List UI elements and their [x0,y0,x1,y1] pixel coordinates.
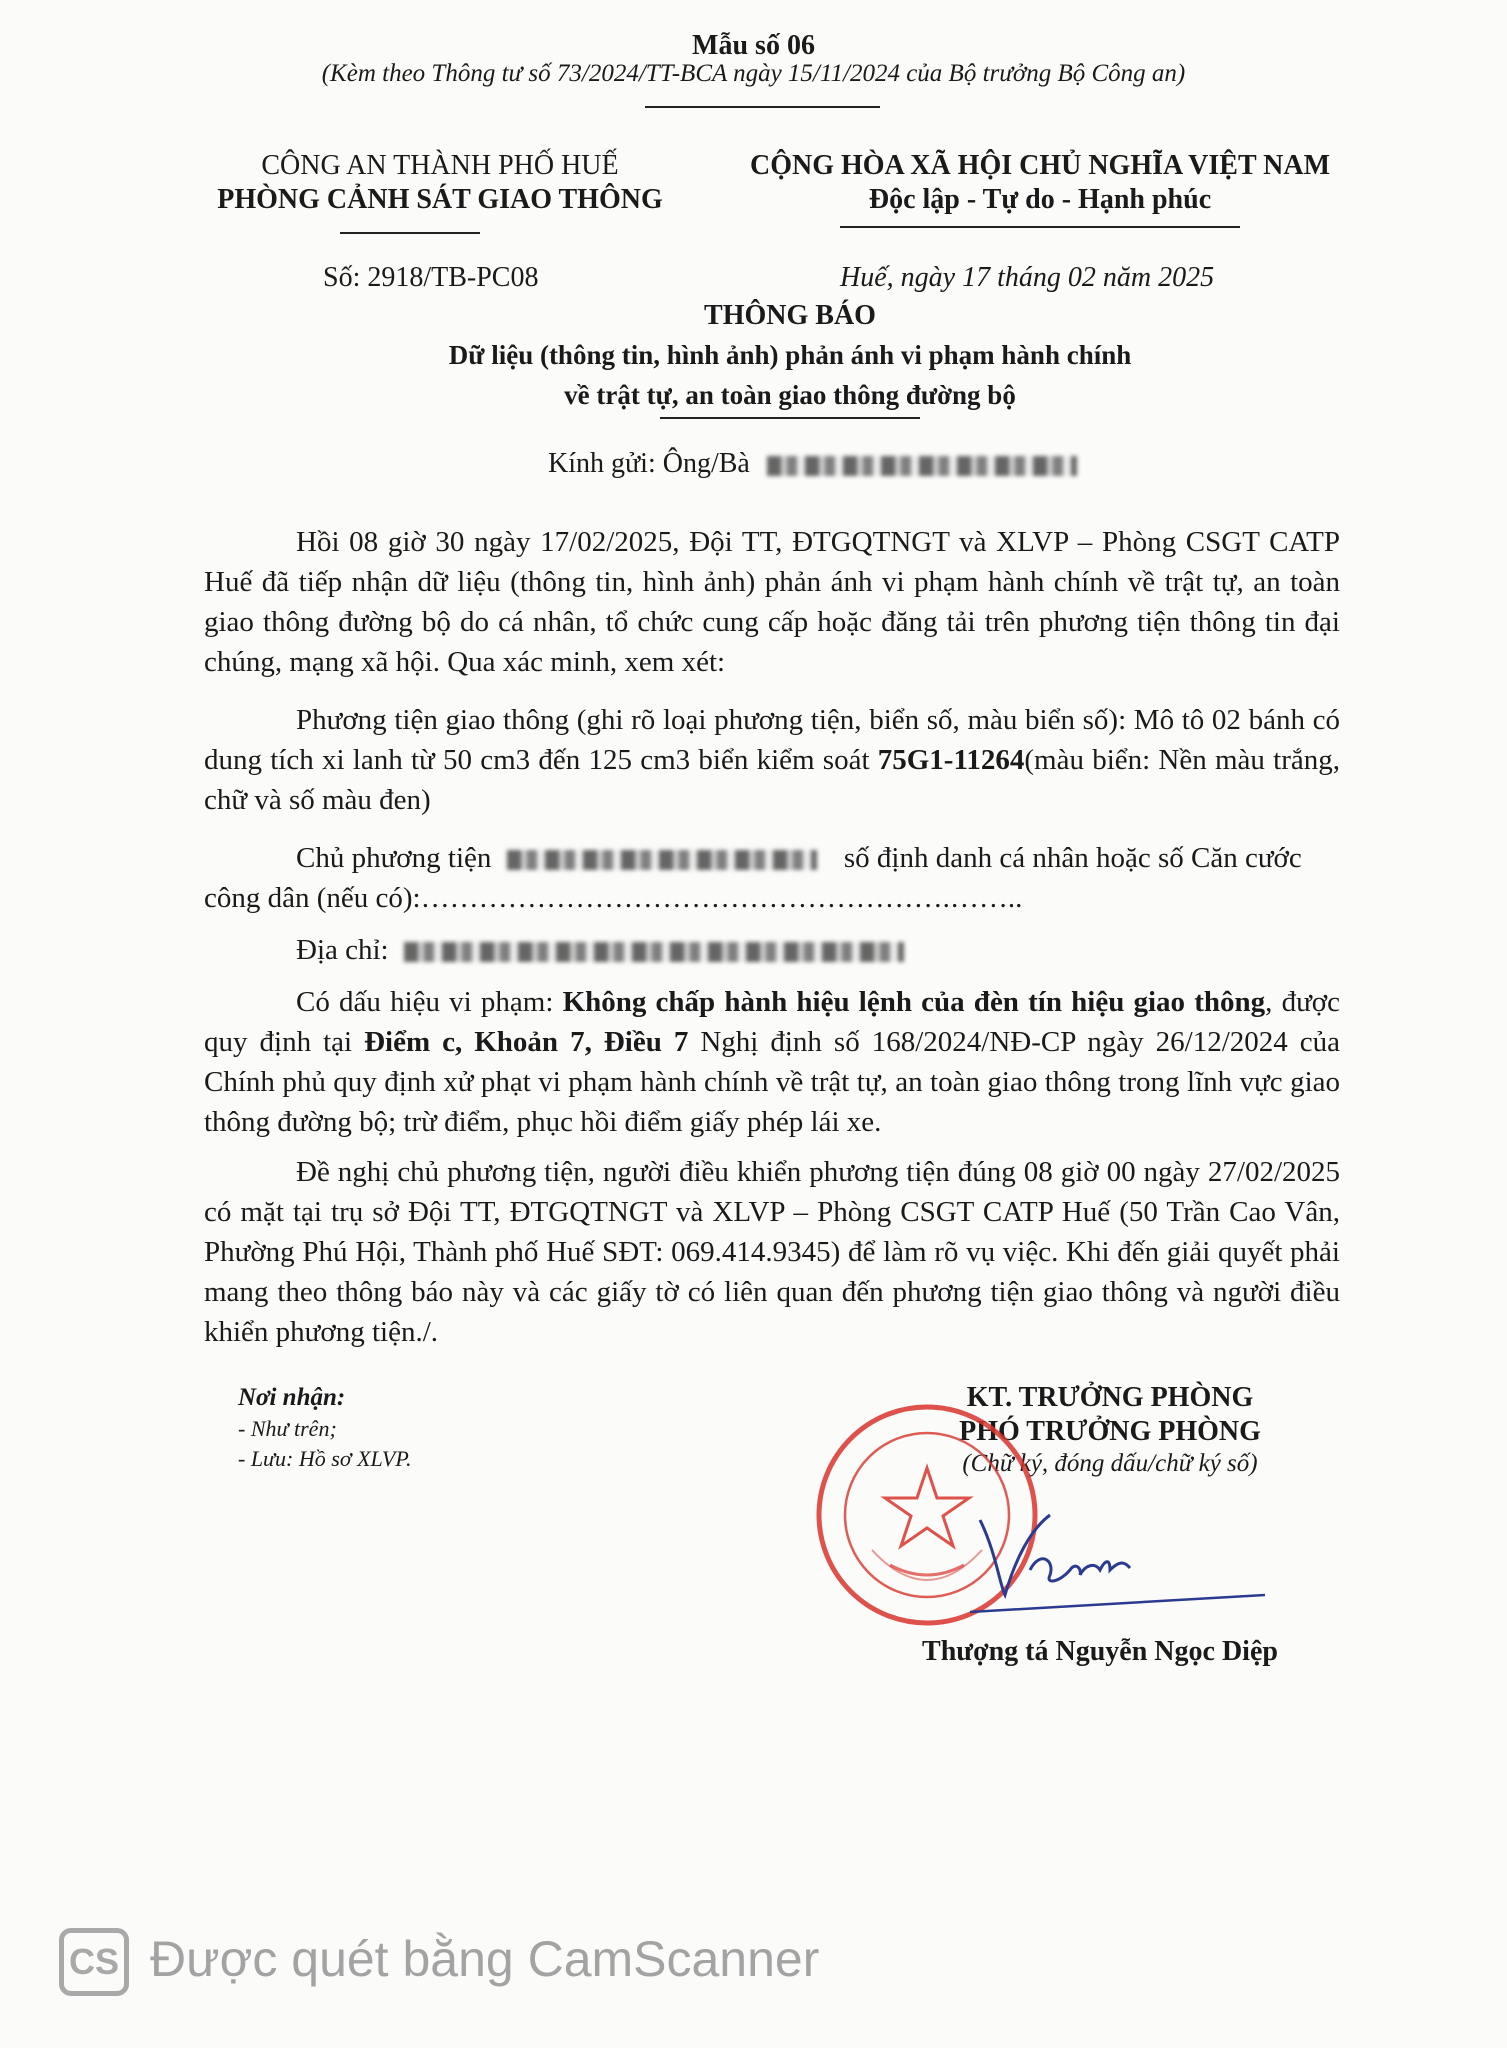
document-title: THÔNG BÁO [704,300,876,331]
camscanner-logo-icon: CS [59,1928,129,1996]
camscanner-watermark: Được quét bằng CamScanner [150,1931,820,1987]
vehicle-text: Phương tiện giao thông (ghi rõ loại phương tiện, biển số, màu biển số): Mô tô 02 bánh có dung tích xi lanh từ 50 cm3 đến 125 cm3 biển kiểm soát [204,704,1340,776]
issuer-department: PHÒNG CẢNH SÁT GIAO THÔNG [217,184,663,215]
national-title: CỘNG HÒA XÃ HỘI CHỦ NGHĨA VIỆT NAM [749,150,1331,181]
paragraph-vehicle [204,700,1340,820]
handwritten-signature-icon [960,1490,1280,1620]
redacted-owner [507,850,817,870]
issuer-parent: CÔNG AN THÀNH PHỐ HUẾ [261,150,619,181]
document-subtitle-2: về trật tự, an toàn giao thông đường bộ [564,380,1016,410]
recipient-line [548,448,1077,480]
legal-clause: Điểm c, Khoản 7, Điều 7 [364,1026,689,1058]
decree-text: Nghị định số 168/2024/NĐ-CP ngày 26/12/2024 của Chính phủ quy định xử phạt vi phạm hành chính về trật tự, an toàn giao thông trong lĩnh vực giao thông đường bộ; trừ điểm, phục hồi điểm giấy phép lái xe. [204,1026,1341,1138]
recipient-item: - Lưu: Hồ sơ XLVP. [238,1446,412,1471]
address-label: Địa chỉ: [296,934,389,966]
issuer-block [180,150,700,216]
license-plate: 75G1-11264 [877,744,1025,776]
form-number: Mẫu số 06 [692,30,815,61]
divider [645,106,880,108]
document-subtitle-1: Dữ liệu (thông tin, hình ảnh) phản ánh vi phạm hành chính [448,340,1132,370]
signer-authority: KT. TRƯỞNG PHÒNG [966,1382,1254,1413]
redacted-name [767,456,1077,476]
owner-line [204,838,1340,878]
divider [340,232,480,234]
divider [840,226,1240,228]
paragraph-receipt: Hồi 08 giờ 30 ngày 17/02/2025, Đội TT, ĐTGQTNGT và XLVP – Phòng CSGT CATP Huế đã tiếp nhận dữ liệu (thông tin, hình ảnh) phản ánh vi phạm hành chính về trật tự, an toàn giao thông đường bộ do cá nhân, tổ chức cung cấp hoặc đăng tải trên phương tiện thông tin đại chúng, mạng xã hội. Qua xác minh, xem xét: [204,526,1340,678]
national-header [715,150,1365,216]
signer-name: Thượng tá Nguyễn Ngọc Diệp [922,1636,1278,1667]
recipients-title: Nơi nhận: [238,1384,346,1411]
address-line [296,930,904,970]
redacted-address [404,942,904,962]
violation-intro: Có dấu hiệu vi phạm: [296,986,563,1018]
plate-color: (màu biển: Nền màu trắng, chữ và số màu đen) [204,744,1340,816]
form-reference: (Kèm theo Thông tư số 73/2024/TT-BCA ngày 15/11/2024 của Bộ trưởng Bộ Công an) [321,60,1186,87]
paragraph-violation [204,982,1340,1142]
owner-id-line: công dân (nếu có):……………………………………………….…….. [204,882,1023,914]
document-number: Số: 2918/TB-PC08 [323,262,539,293]
recipients-block [238,1384,411,1472]
signer-position: PHÓ TRƯỞNG PHÒNG [959,1416,1261,1447]
recipient-item: - Như trên; [238,1416,337,1441]
owner-label: Chủ phương tiện [296,842,492,874]
owner-id-label: số định danh cá nhân hoặc số Căn cước [843,842,1302,874]
paragraph-request: Đề nghị chủ phương tiện, người điều khiển phương tiện đúng 08 giờ 00 ngày 27/02/2025 có mặt tại trụ sở Đội TT, ĐTGQTNGT và XLVP – Phòng CSGT CATP Huế (50 Trần Cao Vân, Phường Phú Hội, Thành phố Huế SĐT: 069.414.9345) để làm rõ vụ việc. Khi đến giải quyết phải mang theo thông báo này và các giấy tờ có liên quan đến phương tiện giao thông và người điều khiển phương tiện./. [204,1156,1340,1348]
national-motto: Độc lập - Tự do - Hạnh phúc [868,184,1212,215]
violation-ref-intro: , được quy định tại [204,986,1340,1058]
issue-date: Huế, ngày 17 tháng 02 năm 2025 [840,262,1215,293]
divider [660,417,920,419]
recipient-label: Kính gửi: Ông/Bà [548,448,750,479]
violation-description: Không chấp hành hiệu lệnh của đèn tín hiệu giao thông [562,986,1266,1018]
signature-note: (Chữ ký, đóng dấu/chữ ký số) [962,1450,1258,1477]
